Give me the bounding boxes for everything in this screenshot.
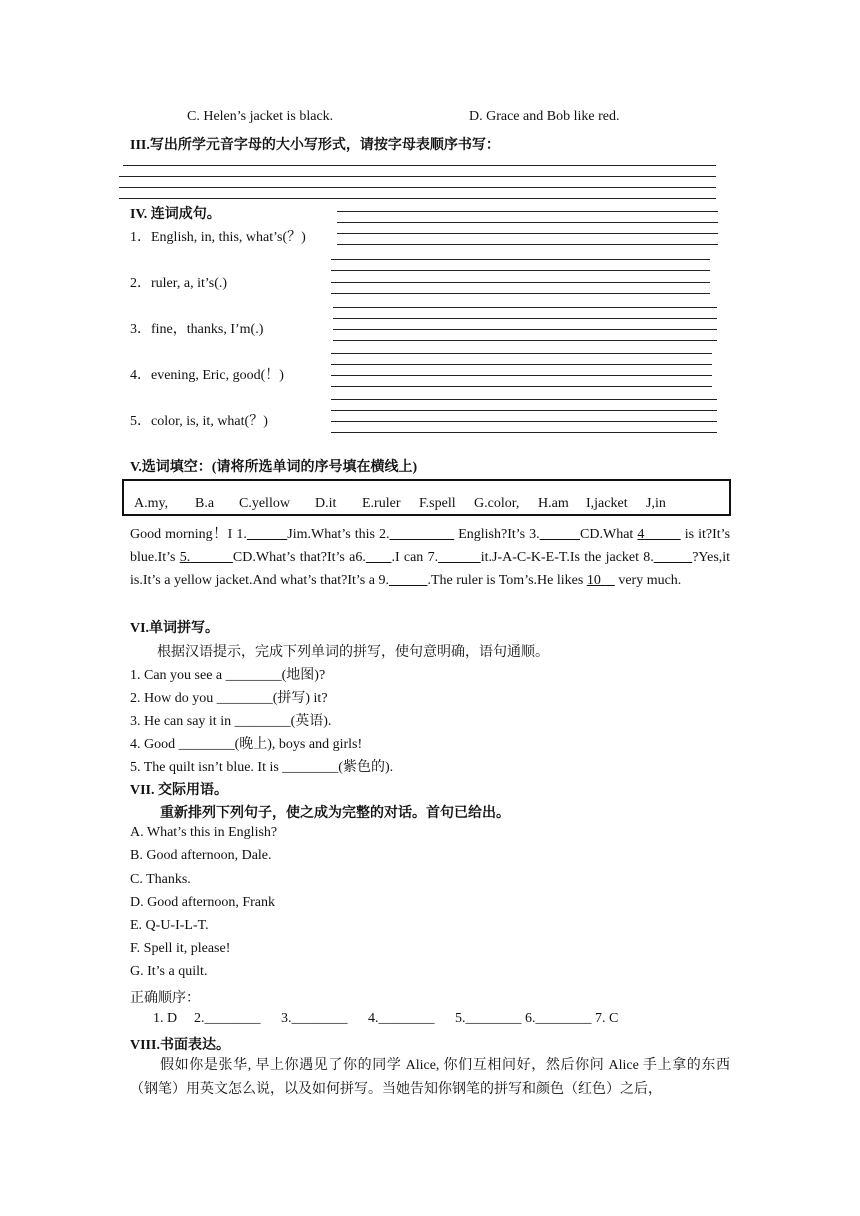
dialog-line-e: E. Q-U-I-L-T. (130, 918, 209, 933)
dialog-line-f: F. Spell it, please! (130, 941, 231, 956)
section-7-instruction: 重新排列下列句子，使之成为完整的对话。首句已给出。 (160, 806, 510, 821)
order-label: 正确顺序： (130, 991, 200, 1006)
order-answer-3[interactable]: 3.________ (281, 1011, 348, 1026)
dialog-line-d: D. Good afternoon, Frank (130, 895, 276, 910)
dialog-line-c: C. Thanks. (130, 872, 191, 887)
cloze-passage: Good morning！I 1. Jim.What’s this 2. English?It’s 3. CD.What 4 is it?It’s blue.It’s 5. CD.What’s that?It’s a6. .I can 7. it.J-A-C-K-E-T.Is the jacket 8. ?Yes,it is.It’s a yellow jacket.And what’s that?It’s a 9. .The ruler is Tom’s.He likes 10 very much. (130, 527, 731, 588)
word-option-e: E.ruler (362, 496, 401, 511)
order-answer-1: 1. D (153, 1011, 178, 1026)
dialog-line-a: A. What’s this in English? (130, 825, 278, 840)
section-3-title: III.写出所学元音字母的大小写形式，请按字母表顺序书写： (130, 138, 500, 153)
blank-10[interactable]: 10 (586, 573, 601, 588)
sentence-item-3: 3．fine，thanks, I’m(.) (130, 322, 264, 337)
word-option-c: C.yellow (239, 496, 290, 511)
blank-2[interactable] (390, 527, 455, 542)
writing-prompt: 假如你是张华, 早上你遇见了你的同学 Alice, 你们互相问好，然后你问 Alice 手上拿的东西（钢笔）用英文怎么说，以及如何拼写。当她告知你钢笔的拼写和颜色（红色）之后， (130, 1058, 730, 1097)
order-answer-4[interactable]: 4.________ (368, 1011, 435, 1026)
word-option-i: I,jacket (586, 496, 628, 511)
blank-9[interactable] (389, 573, 428, 588)
order-answer-5-7[interactable]: 5.________ 6.________ 7. C (455, 1011, 619, 1026)
blank-7[interactable] (438, 550, 481, 565)
sentence-item-2: 2．ruler, a, it’s(.) (130, 276, 228, 291)
section-6-title: VI.单词拼写。 (130, 621, 220, 636)
word-option-j: J,in (646, 496, 666, 511)
section-5-title: V.选词填空：(请将所选单词的序号填在横线上) (130, 460, 418, 475)
section-8-title: VIII.书面表达。 (130, 1038, 230, 1053)
blank-6[interactable] (366, 550, 392, 565)
spelling-item-5: 5. The quilt isn’t blue. It is ________(紫色的). (130, 760, 394, 775)
word-option-d: D.it (315, 496, 337, 511)
word-option-g: G.color, (474, 496, 520, 511)
option-d: D. Grace and Bob like red. (469, 109, 620, 124)
blank-5[interactable]: 5. (179, 550, 191, 565)
sentence-item-4: 4．evening, Eric, good(！) (130, 368, 284, 383)
order-answer-2[interactable]: 2.________ (194, 1011, 261, 1026)
spelling-item-2: 2. How do you ________(拼写) it? (130, 691, 328, 706)
section-7-title: VII. 交际用语。 (130, 783, 229, 798)
blank-1[interactable] (247, 527, 287, 542)
blank-4[interactable]: 4 (637, 527, 645, 542)
dialog-line-b: B. Good afternoon, Dale. (130, 848, 272, 863)
blank-3[interactable] (540, 527, 580, 542)
word-option-a: A.my, (134, 496, 169, 511)
word-bank-box (122, 479, 731, 516)
spelling-item-4: 4. Good ________(晚上), boys and girls! (130, 737, 363, 752)
sentence-item-5: 5．color, is, it, what(？) (130, 414, 268, 429)
spelling-item-3: 3. He can say it in ________(英语). (130, 714, 332, 729)
dialog-line-g: G. It’s a quilt. (130, 964, 208, 979)
spelling-item-1: 1. Can you see a ________(地图)? (130, 668, 326, 683)
section-4-title: IV. 连词成句。 (130, 207, 221, 222)
section-6-instruction: 根据汉语提示，完成下列单词的拼写，使句意明确，语句通顺。 (157, 645, 549, 660)
word-option-f: F.spell (419, 496, 456, 511)
blank-8[interactable] (654, 550, 692, 565)
option-c: C. Helen’s jacket is black. (187, 109, 334, 124)
word-option-h: H.am (538, 496, 569, 511)
word-option-b: B.a (195, 496, 215, 511)
sentence-item-1: 1．English, in, this, what’s(？) (130, 230, 306, 245)
